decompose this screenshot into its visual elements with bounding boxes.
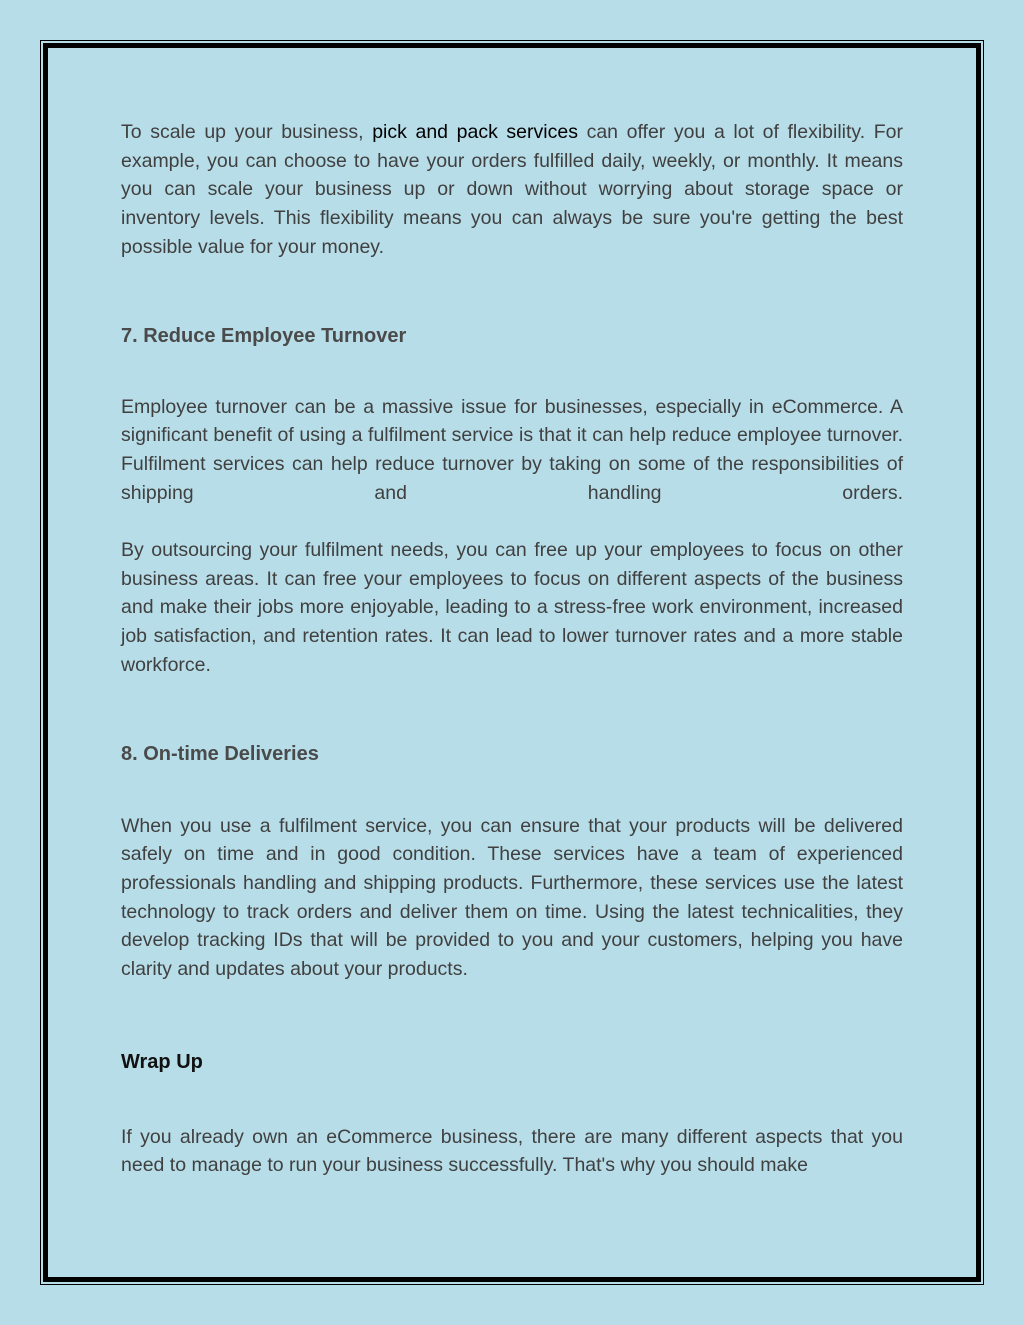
document-body [121,118,903,1180]
wrapup-paragraph-1: If you already own an eCommerce business, there are many different aspects that you need to manage to run your business successfully. That's why you should make [121,1125,903,1177]
intro-text-start: To scale up your business, [121,121,373,143]
section-8-heading: 8. On-time Deliveries [121,742,319,765]
intro-text-end: can offer you a lot of flexibility. For example, you can choose to have your orders fulfilled daily, weekly, or monthly. It means you can scale your business up or down without worrying about storage space or inventory levels. This flexibility means you can always be sure you're getting the best possible value for your money. [121,121,904,258]
section-7-paragraph-1: Employee turnover can be a massive issue for businesses, especially in eCommerce. A significant benefit of using a fulfilment service is that it can help reduce employee turnover. Fulfilment services can help reduce turnover by taking on some of the responsibilities of shipping and handling orders. [121,395,903,504]
section-7-paragraph-2: By outsourcing your fulfilment needs, you can free up your employees to focus on other business areas. It can free your employees to focus on different aspects of the business and make their jobs more enjoyable, leading to a stress-free work environment, increased job satisfaction, and retention rates. It can lead to lower turnover rates and a more stable workforce. [121,539,903,676]
wrapup-heading: Wrap Up [121,1050,203,1073]
intro-paragraph [121,118,903,262]
section-8-paragraph-1: When you use a fulfilment service, you can ensure that your products will be delivered safely on time and in good condition. These services have a team of experienced professionals handling and shipping products. Furthermore, these services use the latest technology to track orders and deliver them on time. Using the latest technicalities, they develop tracking IDs that will be provided to you and your customers, helping you have clarity and updates about your products. [121,814,903,981]
pick-and-pack-link[interactable]: pick and pack services [372,121,578,143]
section-7-heading: 7. Reduce Employee Turnover [121,324,407,347]
